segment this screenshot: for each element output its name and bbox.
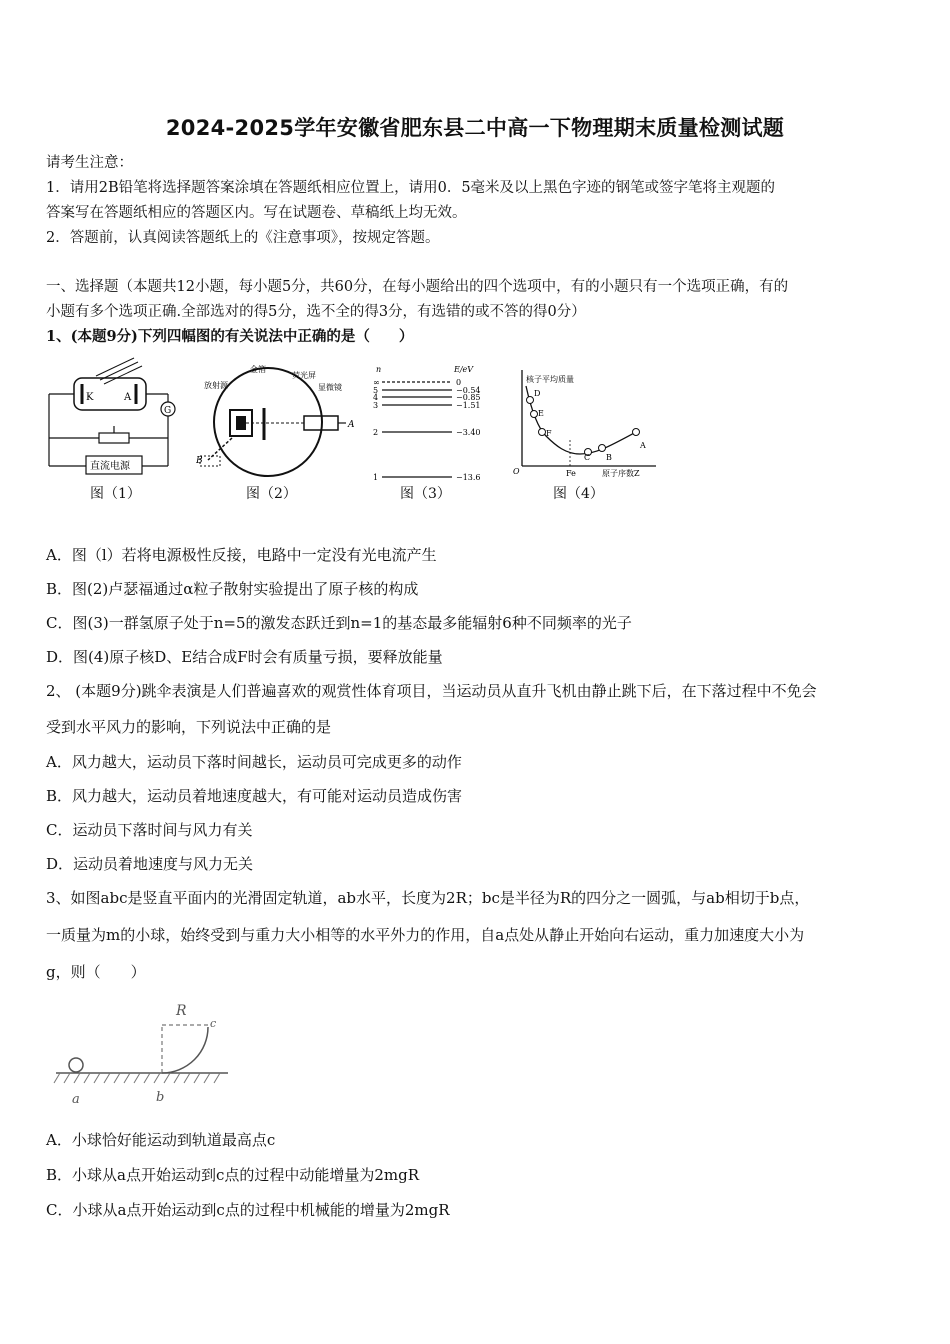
notice-item-2: 2．答题前，认真阅读答题纸上的《注意事项》，按规定答题。 <box>46 230 440 246</box>
energy-level-n: 5 <box>373 386 379 395</box>
figure-3-energy-levels <box>370 360 495 485</box>
energy-level-e: −0.54 <box>456 386 481 395</box>
fig4-xlabel: 原子序数Z <box>602 469 640 478</box>
fig-q3-label-r: R <box>176 1003 187 1019</box>
notice-heading: 请考生注意： <box>46 155 133 171</box>
q3-option-a[interactable]: A．小球恰好能运动到轨道最高点c <box>46 1131 276 1149</box>
notice-item-1: 1．请用2B铅笔将选择题答案涂填在答题纸相应位置上，请用0．5毫米及以上黑色字迹的钢笔或签字笔将主观题的 <box>46 180 776 196</box>
q3-option-c[interactable]: C．小球从a点开始运动到c点的过程中机械能的增量为2mgR <box>46 1201 450 1219</box>
fig4-point-f: F <box>546 429 552 438</box>
figure-2-alpha-scattering <box>196 360 356 485</box>
fig4-point-b: B <box>606 453 612 462</box>
fig1-label-k: K <box>86 392 94 403</box>
fig4-point-a: A <box>640 441 646 450</box>
energy-level-e: −0.85 <box>456 393 481 402</box>
energy-level-n: 4 <box>373 393 379 402</box>
question-2-stem-cont: 受到水平风力的影响，下列说法中正确的是 <box>46 718 332 736</box>
fig4-point-c: C <box>584 453 591 462</box>
q2-option-a[interactable]: A．风力越大，运动员下落时间越长，运动员可完成更多的动作 <box>46 753 462 771</box>
fig3-e-label: E/eV <box>454 365 474 374</box>
question-2-stem: 2、 (本题9分)跳伞表演是人们普遍喜欢的观赏性体育项目，当运动员从直升飞机由静止跳下后，在下落过程中不免会 <box>46 682 817 700</box>
fig4-ylabel: 核子平均质量 <box>526 375 574 384</box>
figure-3-caption: 图（3） <box>400 486 451 502</box>
q2-option-c[interactable]: C．运动员下落时间与风力有关 <box>46 821 253 839</box>
q1-option-c[interactable]: C．图(3)一群氢原子处于n=5的激发态跃迁到n=1的基态最多能辐射6种不同频率的光子 <box>46 614 632 632</box>
fig2-label-a: A <box>348 420 355 430</box>
energy-level-n: 2 <box>373 428 379 437</box>
question-3-stem: 3、如图abc是竖直平面内的光滑固定轨道，ab水平，长度为2R；bc是半径为R的四分之一圆弧，与ab相切于b点， <box>46 889 810 907</box>
fig-q3-label-c: c <box>210 1017 217 1030</box>
figure-q3-track <box>52 995 232 1110</box>
figure-4-caption: 图（4） <box>553 486 604 502</box>
section-heading: 一、选择题（本题共12小题，每小题5分，共60分，在每小题给出的四个选项中，有的小题只有一个选项正确，有的 <box>46 279 789 295</box>
fig4-origin: O <box>513 467 520 476</box>
figure-4-binding-curve <box>510 364 660 484</box>
fig2-label-screen: 荧光屏 <box>292 371 316 380</box>
fig3-n-label: n <box>376 365 382 374</box>
figure-1-photoelectric-circuit <box>44 356 194 486</box>
ball-icon <box>69 1058 83 1072</box>
q2-option-b[interactable]: B．风力越大，运动员着地速度越大，有可能对运动员造成伤害 <box>46 787 463 805</box>
page-title: 2024-2025学年安徽省肥东县二中高一下物理期末质量检测试题 <box>165 116 785 140</box>
energy-level-e: −1.51 <box>456 401 481 410</box>
notice-item-1-cont: 答案写在答题纸相应的答题区内。写在试题卷、草稿纸上均无效。 <box>46 205 467 221</box>
q1-option-a[interactable]: A．图（l）若将电源极性反接，电路中一定没有光电流产生 <box>46 546 437 564</box>
energy-level-n: 3 <box>373 401 379 410</box>
section-heading-cont: 小题有多个选项正确.全部选对的得5分，选不全的得3分，有选错的或不答的得0分） <box>46 304 586 320</box>
fig-q3-label-a: a <box>72 1092 80 1107</box>
q1-option-b[interactable]: B．图(2)卢瑟福通过α粒子散射实验提出了原子核的构成 <box>46 580 419 598</box>
q3-option-b[interactable]: B．小球从a点开始运动到c点的过程中动能增量为2mgR <box>46 1166 420 1184</box>
question-3-stem-cont: 一质量为m的小球，始终受到与重力大小相等的水平外力的作用，自a点处从静止开始向右运动，重力加速度大小为 <box>46 926 805 944</box>
fig2-label-foil: 金箔 <box>250 365 266 374</box>
energy-level-e: −13.6 <box>456 473 481 482</box>
fig2-label-microscope: 显微镜 <box>318 383 342 392</box>
fig2-label-source: 放射源 <box>204 381 228 390</box>
fig4-point-e: E <box>538 409 544 418</box>
energy-level-n: 1 <box>373 473 379 482</box>
q2-option-d[interactable]: D．运动员着地速度与风力无关 <box>46 855 254 873</box>
fig4-fe-label: Fe <box>566 469 576 478</box>
energy-level-n: ∞ <box>373 378 380 387</box>
energy-level-e: −3.40 <box>456 428 481 437</box>
q1-option-d[interactable]: D．图(4)原子核D、E结合成F时会有质量亏损，要释放能量 <box>46 648 443 666</box>
fig2-label-b: B <box>196 456 203 466</box>
question-1-stem: 1、(本题9分)下列四幅图的有关说法中正确的是（ ） <box>46 328 414 345</box>
fig-q3-label-b: b <box>156 1090 165 1105</box>
question-3-stem-end: g，则（ ） <box>46 963 146 981</box>
figure-1-caption: 图（1） <box>90 486 141 502</box>
energy-level-e: 0 <box>456 378 462 387</box>
fig1-power-label: 直流电源 <box>90 461 130 472</box>
fig1-label-g: G <box>164 406 172 416</box>
fig4-point-d: D <box>534 389 541 398</box>
fig1-label-a: A <box>124 392 132 403</box>
figure-2-caption: 图（2） <box>246 486 297 502</box>
